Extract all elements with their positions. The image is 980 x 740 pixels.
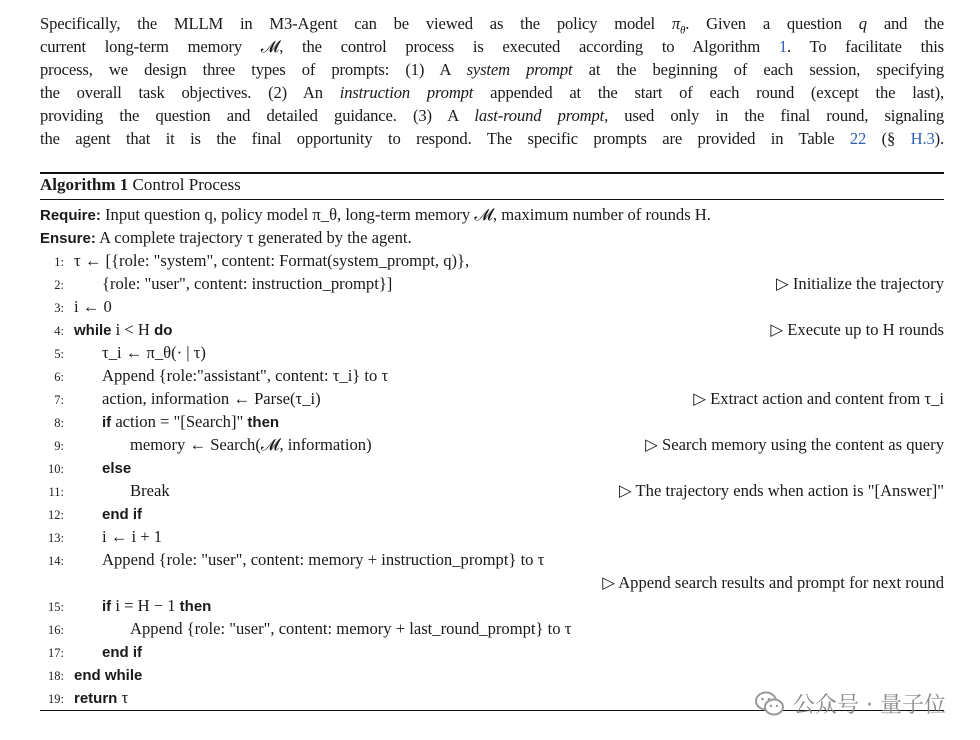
paragraph-line: current long-term memory 𝓜, the control process is executed according to Algorithm 1. To facilitate this	[40, 37, 944, 57]
line-comment: ▷ Execute up to H rounds	[770, 320, 944, 339]
algorithm-line	[40, 412, 944, 435]
body-paragraph	[40, 12, 944, 151]
watermark-text: 公众号 · 量子位	[793, 693, 946, 718]
line-number: 14:	[48, 554, 64, 568]
line-code: end if	[102, 506, 142, 523]
line-code: action, information ← Parse(τ_i)	[102, 389, 321, 408]
algorithm-line	[40, 527, 944, 550]
line-number: 13:	[48, 531, 64, 545]
line-code: Append {role:"assistant", content: τ_i} to τ	[102, 366, 389, 385]
line-comment: ▷ The trajectory ends when action is "[Answer]"	[618, 481, 944, 500]
algorithm-line	[40, 458, 944, 481]
line-code: τ_i ← π_θ(· | τ)	[102, 343, 206, 362]
line-code: Append {role: "user", content: memory + instruction_prompt} to τ	[102, 550, 545, 569]
line-number: 7:	[54, 393, 64, 407]
line-code: Break	[130, 481, 170, 500]
algorithm-line	[40, 389, 944, 412]
ensure-text: A complete trajectory τ generated by the agent.	[99, 228, 412, 247]
algorithm-line	[40, 274, 944, 297]
line-comment: ▷ Extract action and content from τ_i	[693, 389, 944, 408]
line-number: 6:	[54, 370, 64, 384]
algorithm-line	[40, 665, 944, 688]
algorithm-line	[40, 435, 944, 458]
line-number: 15:	[48, 600, 64, 614]
wechat-icon	[755, 691, 785, 717]
algorithm-line	[40, 619, 944, 642]
algorithm-line	[40, 573, 944, 596]
algorithm-line	[40, 596, 944, 619]
paragraph-line: the overall task objectives. (2) An instruction prompt appended at the start of each round (except the last),	[40, 83, 945, 103]
algorithm-line	[40, 251, 944, 274]
algorithm-line	[40, 366, 944, 389]
line-number: 9:	[54, 439, 64, 453]
line-comment: ▷ Search memory using the content as query	[645, 435, 944, 454]
line-number: 3:	[54, 301, 64, 315]
line-number: 2:	[54, 278, 64, 292]
paragraph-line: providing the question and detailed guidance. (3) A last-round prompt, used only in the final round, signaling	[40, 106, 944, 126]
algorithm-require: Require: Input question q, policy model π_θ, long-term memory 𝓜, maximum number of rounds H.	[40, 205, 711, 224]
algorithm-ref-link[interactable]: 1	[778, 37, 788, 57]
line-number: 12:	[48, 508, 64, 522]
require-text: Input question q, policy model π_θ, long-term memory 𝓜, maximum number of rounds H.	[105, 205, 711, 224]
line-code: if action = "[Search]" then	[102, 412, 280, 431]
algorithm-line	[40, 320, 944, 343]
line-number: 18:	[48, 669, 64, 683]
line-code: i ← i + 1	[102, 527, 163, 546]
watermark	[755, 688, 946, 719]
line-number: 5:	[54, 347, 64, 361]
line-comment: ▷ Initialize the trajectory	[775, 274, 944, 293]
line-code: end if	[102, 644, 142, 661]
line-number: 16:	[48, 623, 64, 637]
paragraph-line: process, we design three types of prompts: (1) A system prompt at the beginning of each session, specifying	[40, 60, 944, 80]
algorithm-line	[40, 481, 944, 504]
algorithm-line	[40, 504, 944, 527]
algorithm-line	[40, 550, 944, 573]
algorithm-line	[40, 642, 944, 665]
line-code: end while	[74, 667, 143, 684]
line-code: while i < H do	[74, 320, 173, 339]
algorithm-title-rule	[40, 199, 944, 200]
line-comment: ▷ Append search results and prompt for next round	[602, 573, 944, 592]
paragraph-line: the agent that it is the final opportunity to respond. The specific prompts are provided in Table 22 (§ H.3).	[40, 129, 944, 149]
line-number: 1:	[54, 255, 64, 269]
table-ref-link[interactable]: 22	[849, 129, 867, 149]
line-code: memory ← Search(𝓜, information)	[130, 435, 372, 454]
line-code: i ← 0	[74, 297, 112, 316]
algorithm-ensure: Ensure: A complete trajectory τ generated by the agent.	[40, 228, 412, 247]
algorithm-title: Algorithm 1 Control Process	[40, 175, 241, 194]
paragraph-line: Specifically, the MLLM in M3-Agent can be viewed as the policy model $\pi_\theta$. Given a question q and the	[40, 14, 945, 37]
line-code: return τ	[74, 688, 129, 707]
line-code: τ ← [{role: "system", content: Format(system_prompt, q)},	[74, 251, 470, 270]
line-code: {role: "user", content: instruction_prompt}]	[102, 274, 393, 293]
line-number: 4:	[54, 324, 64, 338]
line-number: 11:	[48, 485, 64, 499]
algorithm-line	[40, 343, 944, 366]
line-code: else	[102, 460, 132, 477]
section-ref-link[interactable]: H.3	[910, 129, 935, 149]
algorithm-line	[40, 297, 944, 320]
line-number: 8:	[54, 416, 64, 430]
line-code: if i = H − 1 then	[102, 596, 212, 615]
line-code: Append {role: "user", content: memory + last_round_prompt} to τ	[130, 619, 572, 638]
line-number: 19:	[48, 692, 64, 706]
line-number: 10:	[48, 462, 64, 476]
algorithm-top-rule	[40, 172, 944, 174]
line-number: 17:	[48, 646, 64, 660]
